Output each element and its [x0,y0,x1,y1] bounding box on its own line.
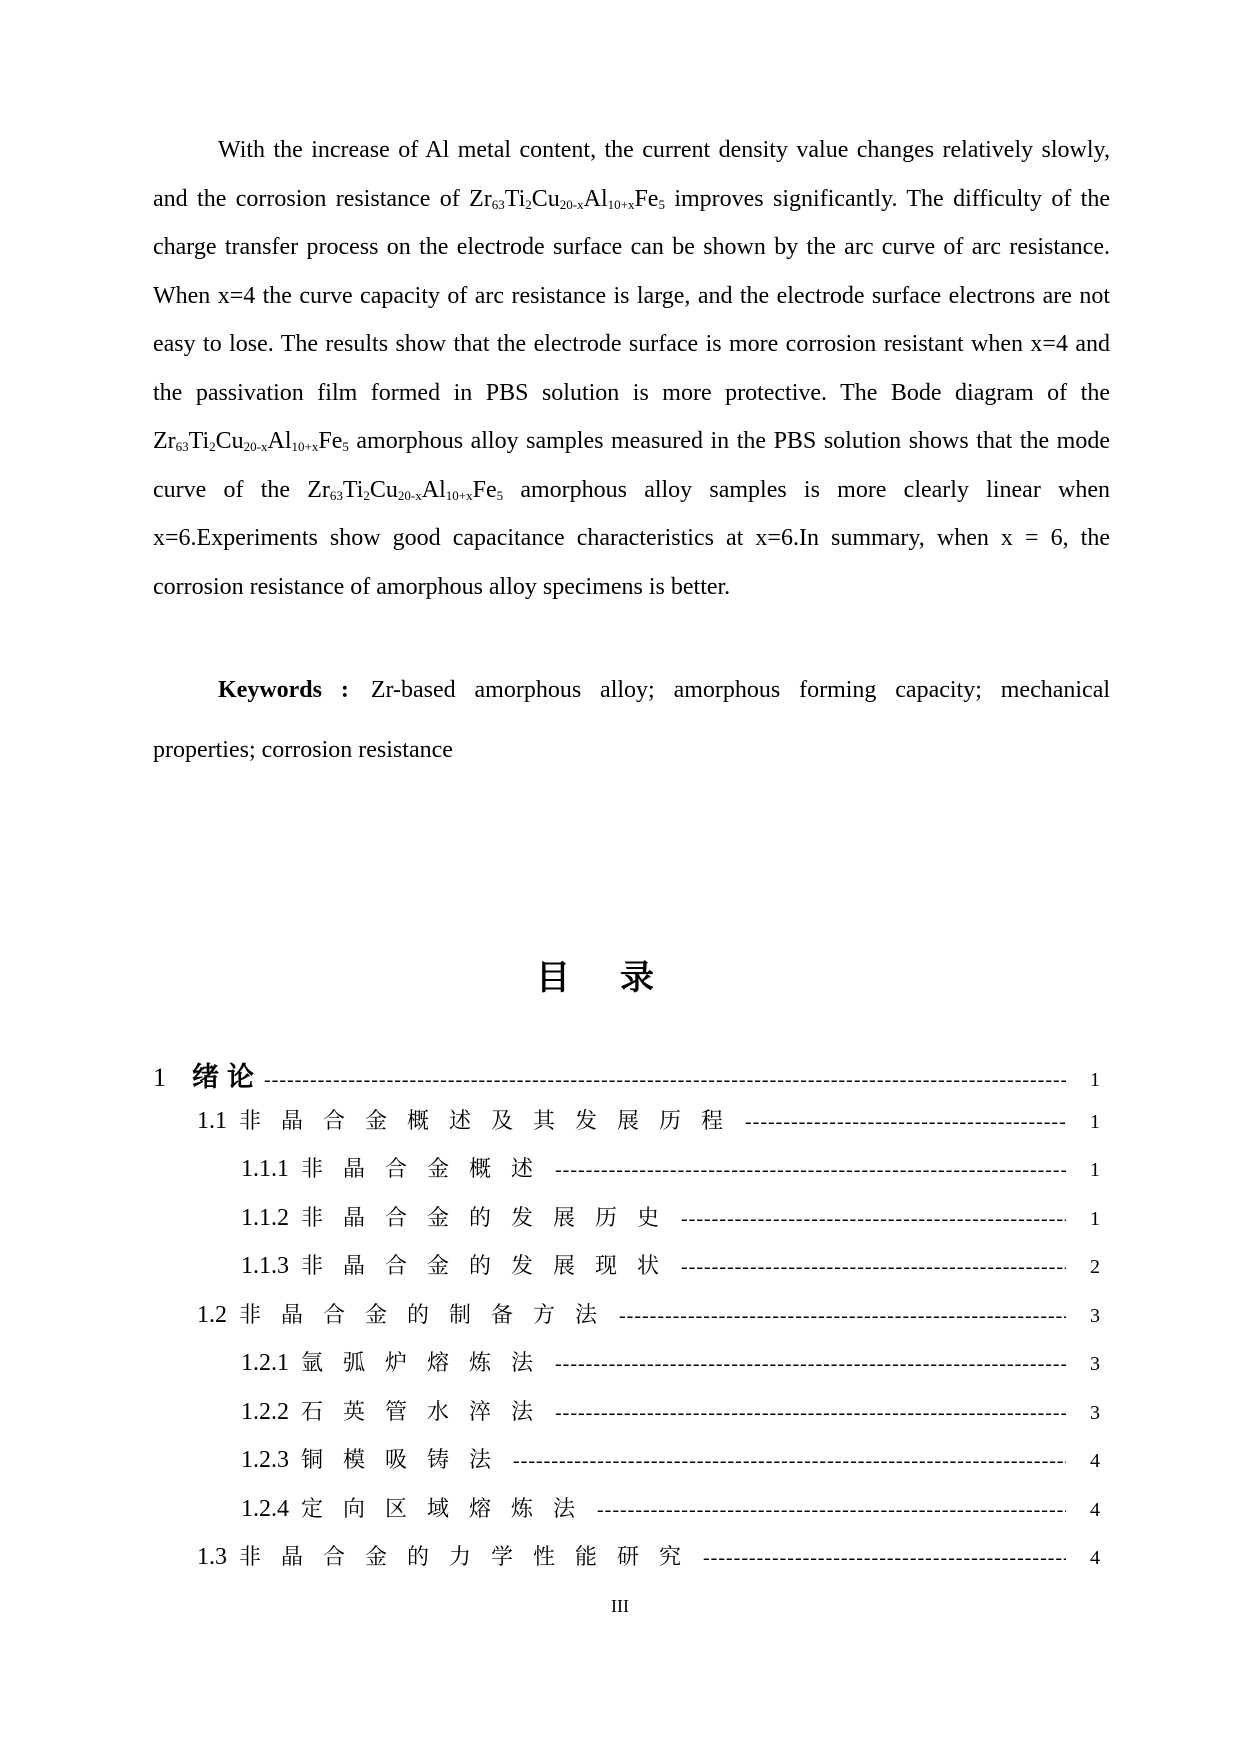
toc-entry[interactable] [153,1152,1100,1201]
toc-leader [264,1069,1066,1092]
toc-entry[interactable] [153,1346,1100,1395]
toc-entry-page: 2 [1090,1256,1100,1278]
chemical-formula: $Zr_{63}Ti_2Cu_{20-x}Al_{10+x}Fe_5$ [469,185,665,212]
toc-entry[interactable] [153,1104,1100,1153]
toc-entry-title: 定向区域熔炼法 [301,1496,596,1522]
toc-title: 目录 [536,958,704,998]
toc-leader [703,1547,1066,1570]
abstract-text-1: With the increase of Al metal content, the current density value changes relatively slowly, and the corrosion resistance of [153,137,1110,212]
keywords-section [153,660,1110,780]
toc-entry[interactable] [153,1298,1100,1347]
toc-entry-number: 1.2.2 [241,1398,289,1425]
toc-entry-number: 1.2.1 [241,1350,289,1376]
toc-entry-title: 绪论 [192,1062,262,1093]
toc-entry-page: 4 [1090,1498,1100,1521]
abstract-paragraph [153,126,1110,611]
toc-entry-title: 铜模吸铸法 [301,1448,512,1473]
toc-entry-number: 1.1.3 [241,1253,289,1279]
toc-entry-title: 非晶合金概述及其发展历程 [239,1108,744,1134]
toc-entry[interactable] [153,1395,1100,1444]
toc-entry-page: 3 [1090,1353,1100,1375]
toc-entry-title: 氩弧炉熔炼法 [301,1351,554,1376]
toc-entry-number: 1.2.3 [241,1447,289,1473]
toc-entry-page: 1 [1090,1110,1100,1133]
toc-entry-number: 1.1.2 [241,1204,289,1231]
toc-entry[interactable] [153,1443,1100,1492]
toc-leader [555,1353,1066,1376]
toc-entry-number: 1.1.1 [241,1156,289,1182]
keywords-text: Zr-based amorphous alloy; amorphous forming capacity; mechanical properties; corrosion resistance [153,677,1111,763]
toc-leader [555,1159,1066,1182]
abstract-text-3: amorphous alloy samples measured in the PBS solution shows that the mode curve of the [153,428,1110,503]
toc-entry-page: 4 [1090,1547,1100,1569]
chemical-formula: $Zr_{63}Ti_2Cu_{20-x}Al_{10+x}Fe_5$ [153,428,349,454]
toc-entry[interactable] [153,1055,1100,1104]
toc-entry[interactable] [153,1201,1100,1250]
page-number: III [611,1596,629,1616]
abstract-text-4: amorphous alloy samples is more clearly linear when x=6.Experiments show good capacitance characteristics at x=6.In summary, when x = 6, the corrosion resistance of amorphous alloy specimens is better. [153,476,1111,600]
toc-entry-page: 1 [1090,1069,1100,1091]
toc-entry-page: 1 [1090,1207,1100,1230]
keywords-label: Keywords : [218,677,349,703]
toc-leader [555,1402,1066,1425]
toc-entry-page: 4 [1090,1450,1100,1472]
toc-leader [681,1256,1066,1279]
toc-entry-number: 1.3 [197,1544,227,1570]
toc-entry-title: 非晶合金的发展历史 [301,1205,680,1231]
toc-entry[interactable] [153,1492,1100,1541]
toc-leader [619,1305,1066,1328]
toc-entry-title: 非晶合金的力学性能研究 [239,1545,702,1570]
toc-entry-number: 1.1 [197,1107,227,1134]
toc-leader [681,1208,1066,1231]
toc-entry-number: 1 [153,1063,166,1092]
abstract-text-2: improves significantly. The difficulty of the charge transfer process on the electrode surface can be shown by the arc curve of arc resistance. When x=4 the curve capacity of arc resistance is large, and the electrode surface electrons are not easy to lose. The results show that the electrode surface is more corrosion resistant when x=4 and the passivation film formed in PBS solution is more protective. The Bode diagram of the [153,185,1110,406]
toc-leader [597,1499,1066,1522]
toc-leader [745,1111,1066,1134]
toc-entry-number: 1.2.4 [241,1495,289,1522]
toc-entry-page: 3 [1090,1304,1100,1327]
chemical-formula: $Zr_{63}Ti_2Cu_{20-x}Al_{10+x}Fe_5$ [307,476,504,503]
toc-leader [513,1450,1066,1473]
toc-entry[interactable] [153,1540,1100,1589]
toc-entry-title: 非晶合金的发展现状 [301,1254,680,1279]
toc-entry-title: 石英管水淬法 [301,1399,554,1425]
toc-entry-title: 非晶合金概述 [301,1157,554,1182]
table-of-contents [153,1055,1100,1589]
toc-entry[interactable] [153,1249,1100,1298]
abstract-section [153,126,1110,611]
toc-entry-page: 1 [1090,1159,1100,1181]
toc-entry-page: 3 [1090,1401,1100,1424]
toc-entry-number: 1.2 [197,1301,227,1328]
toc-entry-title: 非晶合金的制备方法 [239,1302,618,1328]
